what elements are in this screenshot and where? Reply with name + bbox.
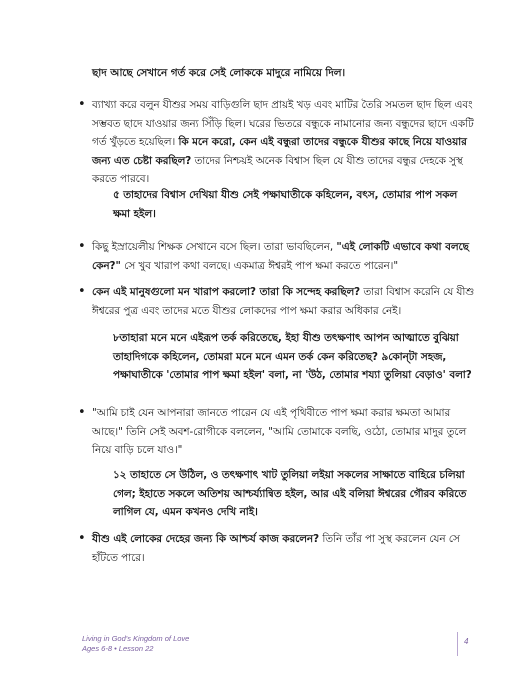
- intro-line: ছাদ আছে সেখানে গর্ত করে সেই লোককে মাদুরে নামিয়ে দিল।: [92, 67, 346, 79]
- bullet-text-bold: কি মনে করো, কেন এই বন্ধুরা তাদের বন্ধুকে যীশুর কাছে নিয়ে যাওয়ার জন্য এত চেষ্টা করছিল?: [92, 136, 467, 167]
- bullet-text-normal: তাদের নিশ্চয়ই অনেক বিশ্বাস ছিল যে যীশু তাদের বন্ধুর দেহকে সুস্থ করতে পারবে।: [92, 154, 463, 185]
- scripture-quote: ৮তাহারা মনে মনে এইরূপ তর্ক করিতেছে, ইহা যীশু তৎক্ষণাৎ আপন আত্মাতে বুঝিয়া তাহাদিগকে কহিলেন, তোমরা মনে মনে এমন তর্ক কেন করিতেছ? ৯কোন্‌টা সহজ, পক্ষাঘাতীকে 'তোমার পাপ ক্ষমা হইল' বলা, না 'উঠ, তোমার শয্যা তুলিয়া বেড়াও' বলা?: [113, 332, 472, 381]
- footer-title: Living in God's Kingdom of Love: [82, 634, 190, 643]
- bullet-text-bold: "এই লোকটি এভাবে কথা বলছে কেন?": [92, 241, 469, 272]
- bullet-text-bold: কেন এই মানুষগুলো মন খারাপ করলো? তারা কি সন্দেহ করছিল?: [92, 286, 361, 298]
- bullet-dot: •: [78, 284, 86, 299]
- bullet-text: [92, 404, 476, 460]
- bullet-text-normal: তারা বিশ্বাস করেনি যে যীশু ঈশ্বরের পুত্র এবং তাদের মতে যীশুর লোকদের পাপ ক্ষমা করার অধিকার নেই।: [92, 286, 475, 317]
- bullet-dot: •: [78, 97, 86, 112]
- bullet-text-normal: সে খুব খারাপ কথা বলছে। একমাত্র ঈশ্বরই পাপ ক্ষমা করতে পারেন।": [120, 259, 399, 272]
- bullet-dot: •: [78, 405, 86, 420]
- bullet-text-normal: তিনি তাঁর পা সুস্থ করলেন যেন সে হাঁটতে পারে।: [92, 533, 460, 564]
- scripture-quote: ১২ তাহাতে সে উঠিল, ও তৎক্ষণাৎ খাট তুলিয়া লইয়া সকলের সাক্ষাতে বাহিরে চলিয়া গেল; ইহাতে সকলে অতিশয় আশ্চর্য্যান্বিত হইল, আর এই বলিয়া ঈশ্বরের গৌরব করিতে লাগিল যে, এমন কখনও দেখি নাই।: [113, 469, 467, 518]
- bullet-text: [92, 530, 476, 567]
- bullet-text-bold: যীশু এই লোকের দেহের জন্য কি আশ্চর্য কাজ করলেন?: [92, 533, 320, 545]
- footer-divider: [457, 632, 458, 656]
- page-number: 4: [464, 637, 469, 646]
- bullet-text-normal: কিছু ইস্রায়েলীয় শিক্ষক সেখানে বসে ছিল। তারা ভাবছিলেন,: [92, 241, 337, 253]
- bullet-text: [92, 96, 476, 189]
- footer-title-block: [82, 634, 189, 654]
- footer-subtitle: Ages 6-8 • Lesson 22: [82, 644, 154, 653]
- bullet-text-normal: ব্যাখ্যা করে বলুন যীশুর সময় বাড়িগুলি ছাদ প্রায়ই খড় এবং মাটির তৈরি সমতল ছাদ ছিল এবং সম্ভবত ছাদে যাওয়ার জন্য সিঁড়ি ছিল। ঘরের ভিতরে বন্ধুকে নামানোর জন্য বন্ধুদের ছাদে একটি গর্ত খুঁড়তে হয়েছিল।: [92, 99, 474, 148]
- bullet-dot: •: [78, 531, 86, 546]
- bullet-text: [92, 283, 476, 320]
- bullet-text: [92, 238, 476, 275]
- bullet-text-normal: "আমি চাই যেন আপনারা জানতে পারেন যে এই পৃথিবীতে পাপ ক্ষমা করার ক্ষমতা আমার আছে।" তিনি সেই অবশ-রোগীকে বললেন, "আমি তোমাকে বলছি, ওঠো, তোমার মাদুর তুলে নিয়ে বাড়ি চলে যাও।": [92, 407, 467, 456]
- bullet-dot: •: [78, 239, 86, 254]
- scripture-quote: ৫ তাহাদের বিশ্বাস দেখিয়া যীশু সেই পক্ষাঘাতীকে কহিলেন, বৎস, তোমার পাপ সকল ক্ষমা হইল।: [113, 189, 458, 220]
